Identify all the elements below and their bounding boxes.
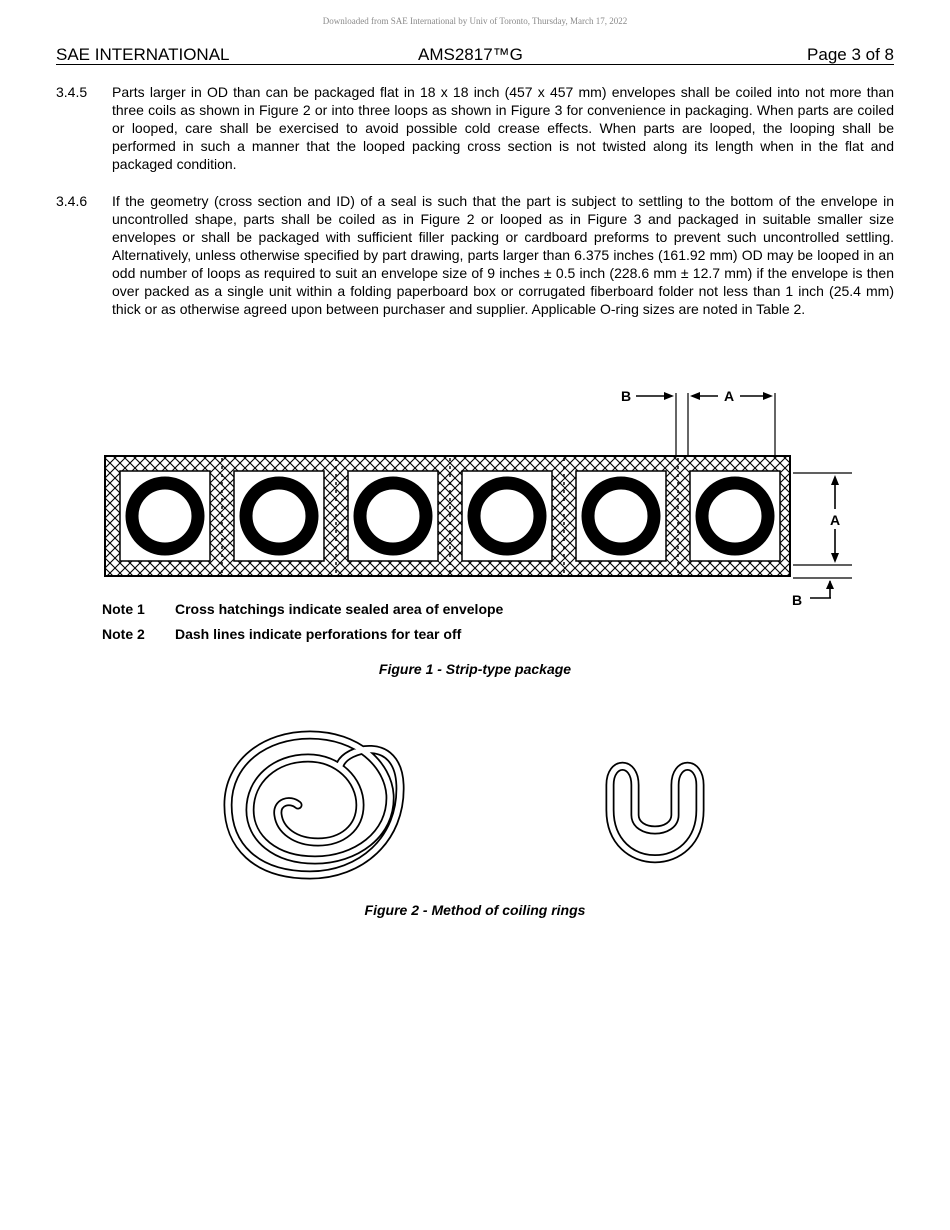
dimension-b-bottom-label: B bbox=[791, 592, 803, 608]
dimension-a-right-label: A bbox=[829, 512, 841, 528]
figure2-caption: Figure 2 - Method of coiling rings bbox=[364, 902, 586, 918]
header-page-number: Page 3 of 8 bbox=[807, 45, 894, 64]
looped-ring-u-figure bbox=[580, 755, 730, 875]
dimension-a-top bbox=[688, 388, 775, 455]
note-label: Note 2 bbox=[102, 626, 145, 642]
dimension-a-right bbox=[793, 473, 852, 565]
section-3-4-5 bbox=[56, 83, 894, 173]
section-text: If the geometry (cross section and ID) of a seal is such that the part is subject to settling to the bottom of the envelope in uncontrolled shape, parts shall be coiled as in Figure 2 or looped as in Figure 3 and packaged in suitable smaller size envelopes or shall be packaged with sufficient filler packing or cardboard preforms to prevent such uncontrolled settling. Alternatively, unless otherwise specified by part drawing, parts larger than 6.375 inches (161.92 mm) OD may be looped in an odd number of loops as required to suit an envelope size of 9 inches ± 0.5 inch (228.6 mm ± 12.7 mm) if the envelope is then over packed as a single unit within a folding paperboard box or corrugated fiberboard folder not less than 1 inch (25.4 mm) thick or as otherwise agreed upon between purchaser and supplier. Applicable O-ring sizes are noted in Table 2. bbox=[112, 193, 894, 317]
dimension-a-label: A bbox=[723, 388, 735, 404]
download-watermark: Downloaded from SAE International by Univ of Toronto, Thursday, March 17, 2022 bbox=[322, 16, 628, 26]
note-text: Cross hatchings indicate sealed area of envelope bbox=[175, 601, 504, 617]
dimension-b-top bbox=[621, 388, 676, 455]
header-doc-id: AMS2817™G bbox=[418, 45, 523, 64]
note-label: Note 1 bbox=[102, 601, 145, 617]
figure1-caption: Figure 1 - Strip-type package bbox=[378, 661, 572, 677]
section-3-4-6 bbox=[56, 192, 894, 318]
figure1-note-2 bbox=[102, 626, 461, 642]
section-text: Parts larger in OD than can be packaged flat in 18 x 18 inch (457 x 457 mm) envelopes shall be coiled into not more than three coils as shown in Figure 2 or into three loops as shown in Figure 3 for convenience in packaging. When parts are coiled or looped, care shall be exercised to avoid possible cold crease effects. When parts are looped, the looping shall be performed in such a manner that the looped packing cross section is not twisted along its length when in the flat and packaged condition. bbox=[112, 84, 894, 172]
loop-inner bbox=[610, 766, 700, 859]
section-number: 3.4.6 bbox=[56, 193, 88, 209]
header-org: SAE INTERNATIONAL bbox=[56, 45, 230, 64]
page-header bbox=[56, 45, 894, 65]
strip-package-figure bbox=[100, 383, 860, 608]
section-number: 3.4.5 bbox=[56, 84, 88, 100]
note-text: Dash lines indicate perforations for tear off bbox=[175, 626, 462, 642]
dimension-b-bottom bbox=[792, 578, 852, 608]
figure1-note-1 bbox=[102, 601, 503, 617]
coiled-ring-spiral-figure bbox=[220, 730, 410, 880]
dimension-b-label: B bbox=[620, 388, 632, 404]
